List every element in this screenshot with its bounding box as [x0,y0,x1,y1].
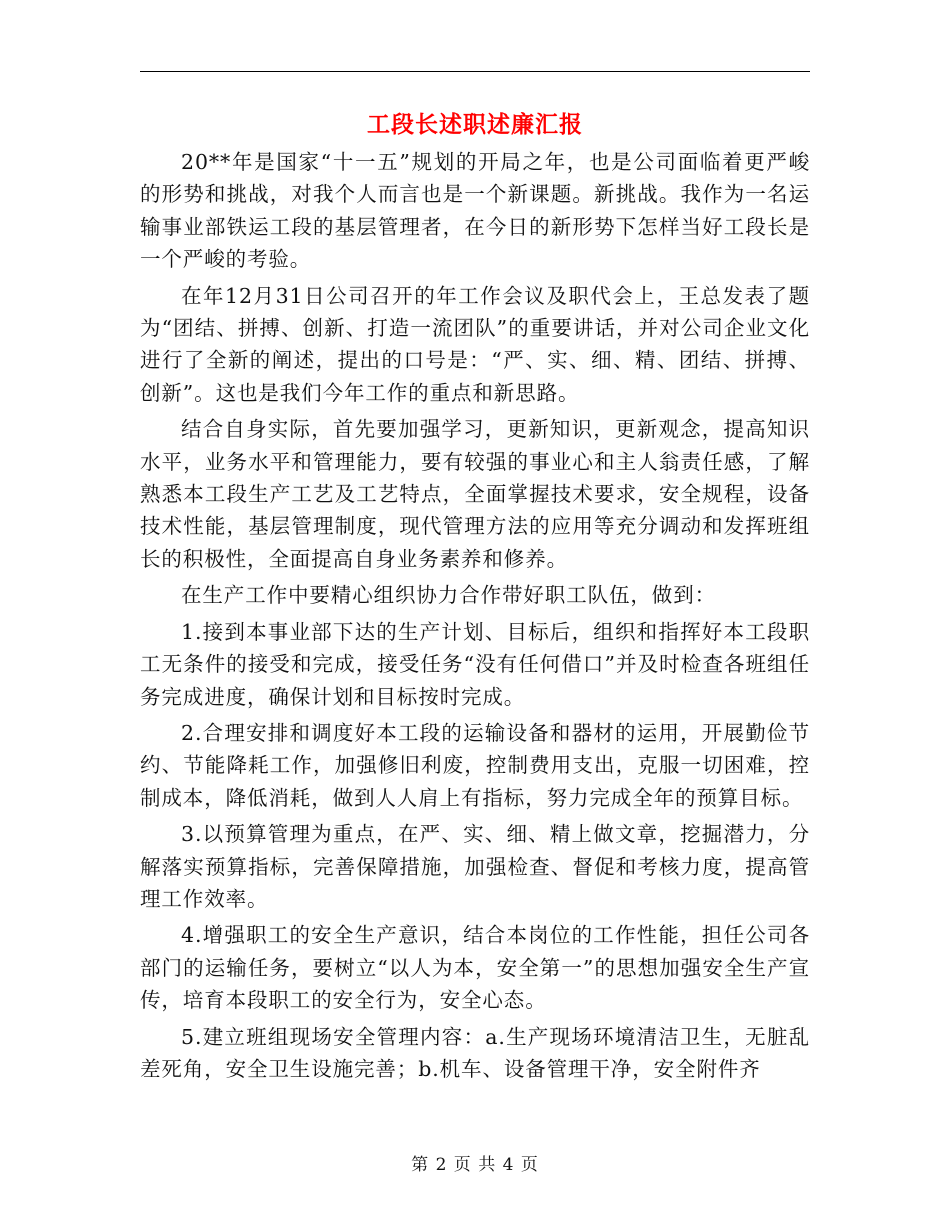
list-item-2: 2.合理安排和调度好本工段的运输设备和器材的运用，开展勤俭节约、节能降耗工作，加强修旧利废，控制费用支出，克服一切困难，控制成本，降低消耗，做到人人肩上有指标，努力完成全年的预算目标。 [140,720,810,810]
list-item-3: 3.以预算管理为重点，在严、实、细、精上做文章，挖掘潜力，分解落实预算指标，完善保障措施，加强检查、督促和考核力度，提高管理工作效率。 [140,822,810,911]
header-rule [140,71,810,72]
document-body [140,146,810,1089]
paragraph-4: 在生产工作中要精心组织协力合作带好职工队伍，做到： [181,583,716,608]
paragraph-1: 20**年是国家“十一五”规划的开局之年，也是公司面临着更严峻的形势和挑战，对我个人而言也是一个新课题。新挑战。我作为一名运输事业部铁运工段的基层管理者，在今日的新形势下怎样当好工段长是一个严峻的考验。 [140,150,810,272]
page-number: 第 2 页 共 4 页 [411,1155,539,1175]
document-title: 工段长述职述廉汇报 [367,111,583,138]
paragraph-3: 结合自身实际，首先要加强学习，更新知识，更新观念，提高知识水平，业务水平和管理能力，要有较强的事业心和主人翁责任感，了解熟悉本工段生产工艺及工艺特点，全面掌握技术要求，安全规程，设备技术性能，基层管理制度，现代管理方法的应用等充分调动和发挥班组长的积极性，全面提高自身业务素养和修养。 [140,417,810,571]
list-item-1: 1.接到本事业部下达的生产计划、目标后，组织和指挥好本工段职工无条件的接受和完成，接受任务“没有任何借口”并及时检查各班组任务完成进度，确保计划和目标按时完成。 [140,619,810,709]
list-item-5: 5.建立班组现场安全管理内容：a.生产现场环境清洁卫生，无脏乱差死角，安全卫生设施完善；b.机车、设备管理干净，安全附件齐 [140,1024,810,1081]
list-item-4: 4.增强职工的安全生产意识，结合本岗位的工作性能，担任公司各部门的运输任务，要树立“以人为本，安全第一”的思想加强安全生产宣传，培育本段职工的安全行为，安全心态。 [140,923,810,1013]
paragraph-2: 在年12月31日公司召开的年工作会议及职代会上，王总发表了题为“团结、拼搏、创新、打造一流团队”的重要讲话，并对公司企业文化进行了全新的阐述，提出的口号是：“严、实、细、精、团结、拼搏、创新”。这也是我们今年工作的重点和新思路。 [140,283,810,405]
